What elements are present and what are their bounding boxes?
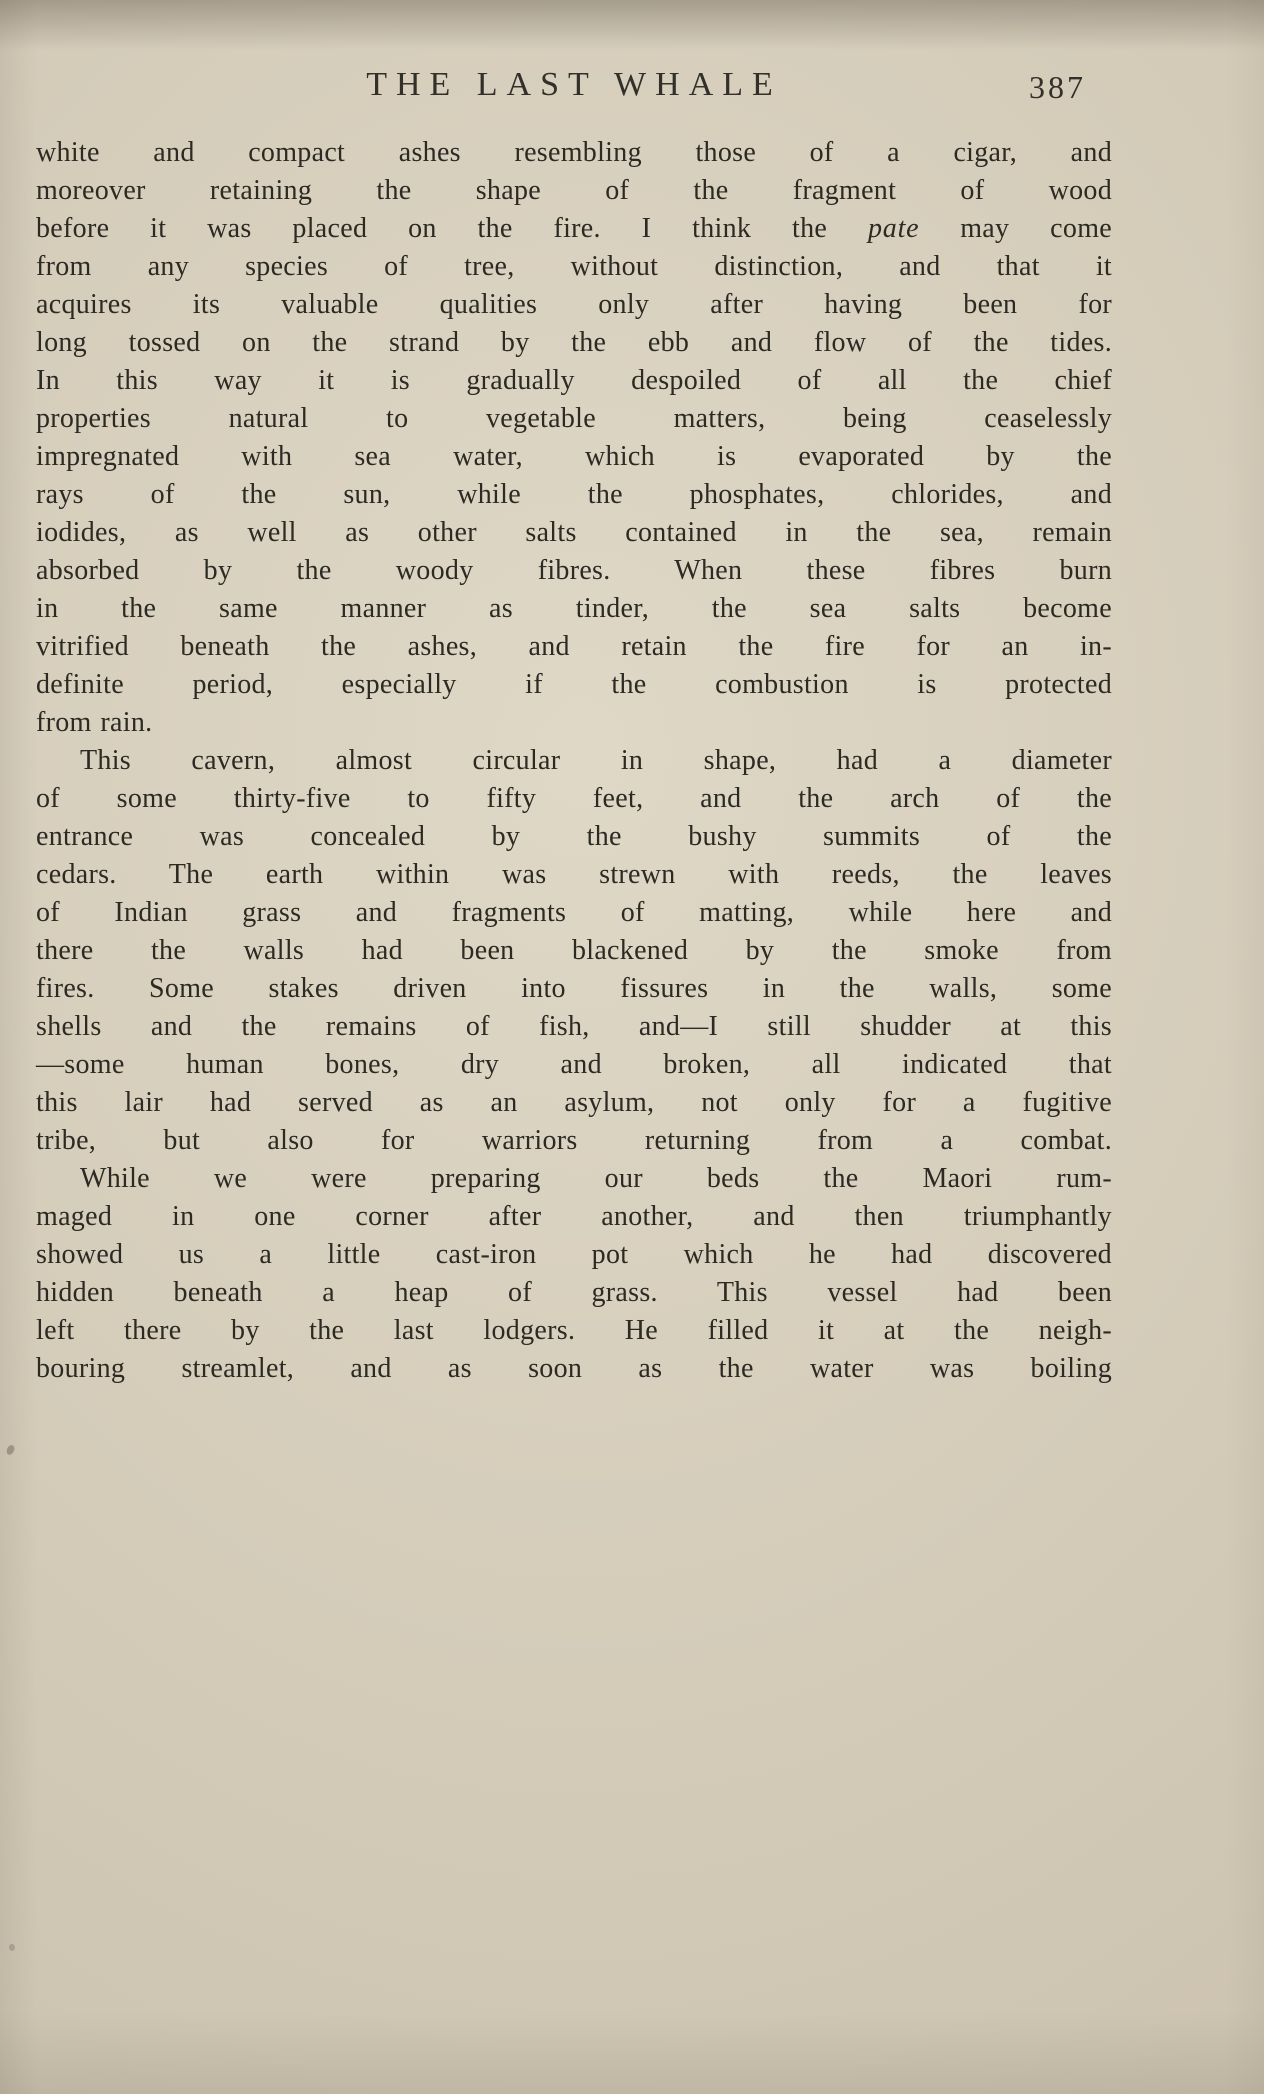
text-line: definite period, especially if the combustion is protected: [36, 669, 1112, 700]
text-line: absorbed by the woody fibres. When these fibres burn: [36, 555, 1112, 586]
text-line: iodides, as well as other salts contained in the sea, remain: [36, 517, 1112, 548]
text-line: acquires its valuable qualities only after having been for: [36, 289, 1112, 320]
text-line: cedars. The earth within was strewn with reeds, the leaves: [36, 859, 1112, 890]
page-body: [36, 134, 1112, 1388]
scan-speck-icon: [8, 1943, 16, 1952]
text-line: impregnated with sea water, which is evaporated by the: [36, 441, 1112, 472]
text-line: entrance was concealed by the bushy summits of the: [36, 821, 1112, 852]
text-line: hidden beneath a heap of grass. This vessel had been: [36, 1277, 1112, 1308]
text-line: showed us a little cast-iron pot which he had discovered: [36, 1239, 1112, 1270]
text-line: This cavern, almost circular in shape, had a diameter: [80, 745, 1112, 776]
text-line: moreover retaining the shape of the fragment of wood: [36, 175, 1112, 206]
text-line: from rain.: [36, 707, 153, 738]
text-line: there the walls had been blackened by the smoke from: [36, 935, 1112, 966]
text-line: this lair had served as an asylum, not only for a fugitive: [36, 1087, 1112, 1118]
text-line: long tossed on the strand by the ebb and flow of the tides.: [36, 327, 1112, 358]
text-line: of some thirty-five to fifty feet, and the arch of the: [36, 783, 1112, 814]
paragraph: [36, 742, 1112, 1160]
text-line: properties natural to vegetable matters, being ceaselessly: [36, 403, 1112, 434]
text-line: from any species of tree, without distinction, and that it: [36, 251, 1112, 282]
text-line: in the same manner as tinder, the sea salts become: [36, 593, 1112, 624]
text-line: —some human bones, dry and broken, all indicated that: [36, 1049, 1112, 1080]
paragraph: [36, 134, 1112, 742]
running-head: [36, 66, 1112, 110]
text-line: of Indian grass and fragments of matting, while here and: [36, 897, 1112, 928]
italic-word: pate: [867, 213, 920, 244]
text-line: While we were preparing our beds the Maori rum-: [80, 1163, 1112, 1194]
text-line: tribe, but also for warriors returning from a combat.: [36, 1125, 1112, 1156]
text-line: bouring streamlet, and as soon as the water was boiling: [36, 1353, 1112, 1384]
page-number: 387: [1029, 69, 1086, 105]
paragraph: [36, 1160, 1112, 1388]
text-line: maged in one corner after another, and then triumphantly: [36, 1201, 1112, 1232]
text-line: In this way it is gradually despoiled of all the chief: [36, 365, 1112, 396]
text-line: before it was placed on the fire. I think the pate may come: [36, 213, 1113, 244]
text-line: left there by the last lodgers. He filled it at the neigh-: [36, 1315, 1112, 1346]
text-line: rays of the sun, while the phosphates, chlorides, and: [36, 479, 1112, 510]
page-title: THE LAST WHALE: [366, 66, 782, 103]
text-line: shells and the remains of fish, and—I still shudder at this: [36, 1011, 1112, 1042]
text-line: fires. Some stakes driven into fissures in the walls, some: [36, 973, 1112, 1004]
text-line: vitrified beneath the ashes, and retain the fire for an in-: [36, 631, 1112, 662]
text-line: white and compact ashes resembling those of a cigar, and: [36, 137, 1112, 168]
scan-speck-icon: [6, 1444, 16, 1456]
text-column: [36, 66, 1112, 1388]
